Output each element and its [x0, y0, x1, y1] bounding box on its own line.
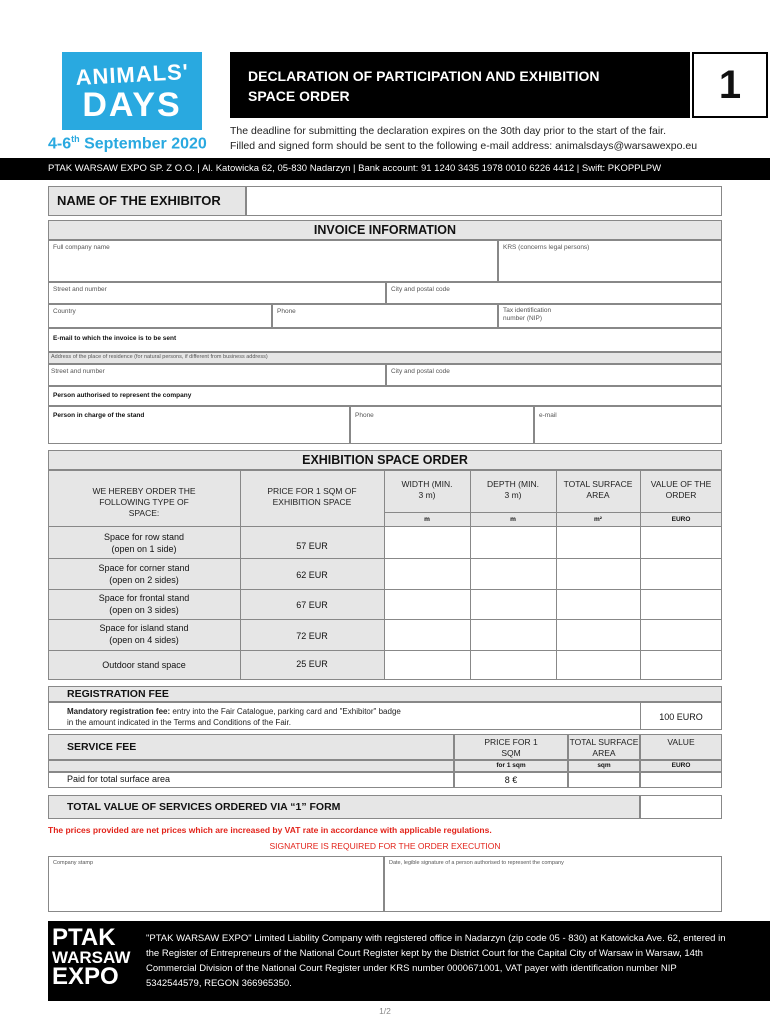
ptak-warsaw-expo-logo — [52, 924, 132, 990]
full-company-name-field[interactable] — [48, 240, 498, 282]
row-label-line1: Space for row stand — [103, 532, 185, 542]
registration-amount: 100 EURO — [640, 702, 722, 730]
service-row-label: Paid for total surface area — [67, 774, 171, 784]
footer-legal-text: "PTAK WARSAW EXPO" Limited Liability Company with registered office in Nadarzyn (zip code 05 - 830) at Katowicka Ave. 62, entered in the Register of Entrepreneurs of the National Court Register kept by the District Court for the Capital City of Warsaw in Warsaw, 14th Commercial Division of the National Court Register under KRS number 0000671001, VAT payer with identification number NIP 5342544579, REGON 366965350. — [146, 933, 726, 989]
company-info-bar: PTAK WARSAW EXPO SP. Z O.O. | Al. Katowicka 62, 05-830 Nadarzyn | Bank account: 91 1240 3435 1978 0010 6226 4412 | Swift: PKOPPLPW — [0, 158, 770, 180]
city2-label: City and postal code — [391, 368, 450, 375]
deadline-note — [230, 124, 760, 154]
corner-stand-price: 62 EUR — [296, 570, 328, 580]
form-number: 1 — [692, 52, 768, 118]
service-heading: SERVICE FEE — [48, 734, 454, 760]
grid-line — [470, 470, 471, 680]
company-stamp-field[interactable] — [48, 856, 384, 912]
grid-line — [556, 470, 557, 680]
registration-text-2: in the amount indicated in the Terms and Conditions of the Fair. — [67, 718, 291, 727]
service-unit-total-label: sqm — [597, 762, 611, 769]
grid-line — [640, 470, 641, 680]
grid-line — [48, 619, 722, 620]
exhibitor-name-field[interactable] — [246, 186, 722, 216]
street-field[interactable] — [48, 282, 386, 304]
frontal-stand-label — [48, 592, 240, 616]
phone2-label: Phone — [355, 412, 374, 419]
title-line-1: DECLARATION OF PARTICIPATION AND EXHIBITION — [248, 68, 600, 84]
col-total-area: TOTAL SURFACE AREA — [563, 479, 633, 500]
registration-bold: Mandatory registration fee: — [67, 707, 171, 716]
exhibition-heading: EXHIBITION SPACE ORDER — [48, 450, 722, 470]
country-field[interactable] — [48, 304, 272, 328]
email-field[interactable] — [534, 406, 722, 444]
logo-warsaw: WARSAW — [52, 948, 131, 967]
service-col-price-label: PRICE FOR 1 SQM — [484, 737, 538, 758]
tax-id-field[interactable] — [498, 304, 722, 328]
service-spacer — [48, 760, 454, 772]
grid-line — [48, 526, 722, 527]
krs-label: KRS (concerns legal persons) — [503, 244, 590, 251]
logo-expo: EXPO — [52, 963, 119, 990]
grid-line — [48, 589, 722, 590]
invoice-email-field[interactable] — [48, 328, 722, 352]
signature-field[interactable] — [384, 856, 722, 912]
outdoor-stand-label: Outdoor stand space — [102, 660, 186, 670]
unit-depth: m — [510, 516, 516, 523]
invoice-heading: INVOICE INFORMATION — [48, 220, 722, 240]
service-unit-price-label: for 1 sqm — [496, 762, 526, 769]
email-label: e-mail — [539, 412, 557, 419]
address-note — [48, 352, 722, 364]
phone-field[interactable] — [272, 304, 498, 328]
col-width: WIDTH (MIN. 3 m) — [401, 479, 453, 500]
person-authorised-field[interactable] — [48, 386, 722, 406]
island-stand-price: 72 EUR — [296, 631, 328, 641]
animals-days-logo — [62, 52, 202, 130]
service-col-total-label: TOTAL SURFACE AREA — [569, 737, 639, 758]
phone-label: Phone — [277, 308, 296, 315]
logo-ptak: PTAK — [52, 924, 116, 951]
footer — [48, 921, 770, 1001]
service-total-area-field[interactable] — [568, 772, 640, 788]
total-label: TOTAL VALUE OF SERVICES ORDERED VIA “1” FORM — [48, 795, 640, 819]
outdoor-stand-price: 25 EUR — [296, 659, 328, 669]
person-authorised-label: Person authorised to represent the company — [53, 392, 192, 399]
service-value-field[interactable] — [640, 772, 722, 788]
company-stamp-label: Company stamp — [53, 860, 94, 866]
service-price-value: 8 € — [454, 772, 568, 788]
row-label-line2: (open on 4 sides) — [109, 635, 179, 645]
street2-field[interactable] — [48, 364, 386, 386]
row-label-line1: Space for island stand — [99, 623, 189, 633]
street-label: Street and number — [53, 286, 107, 293]
phone2-field[interactable] — [350, 406, 534, 444]
tax-id-label — [503, 307, 551, 323]
registration-heading: REGISTRATION FEE — [48, 686, 722, 702]
event-days: 4-6 — [48, 135, 72, 153]
page-number: 1/2 — [379, 1006, 391, 1016]
service-unit-value — [640, 760, 722, 772]
registration-description — [48, 702, 640, 730]
city2-field[interactable] — [386, 364, 722, 386]
krs-field[interactable] — [498, 240, 722, 282]
row-label-line2: (open on 2 sides) — [109, 575, 179, 585]
col-order-value: VALUE OF THE ORDER — [650, 479, 712, 500]
service-row-label-cell — [48, 772, 454, 788]
total-value-field[interactable] — [640, 795, 722, 819]
person-in-charge-field[interactable] — [48, 406, 350, 444]
grid-line — [384, 512, 722, 513]
unit-total-area: m² — [594, 516, 602, 523]
frontal-stand-price: 67 EUR — [296, 600, 328, 610]
city-field[interactable] — [386, 282, 722, 304]
form-title — [230, 52, 690, 118]
deadline-line-2: Filled and signed form should be sent to the following e-mail address: animalsdays@warsawexpo.eu — [230, 140, 698, 152]
tax-id-label-1: Tax identification — [503, 307, 552, 314]
row-label-line2: (open on 3 sides) — [109, 605, 179, 615]
person-in-charge-label: Person in charge of the stand — [53, 412, 145, 419]
registration-text — [67, 706, 401, 728]
corner-stand-label — [48, 562, 240, 586]
logo-line-2: DAYS — [82, 86, 182, 124]
event-date-suffix: th — [71, 134, 80, 144]
street2-label: Street and number — [51, 368, 105, 375]
grid-line — [384, 470, 385, 680]
service-col-total — [568, 734, 640, 760]
registration-text-1: entry into the Fair Catalogue, parking card and "Exhibitor" badge — [170, 707, 401, 716]
unit-value: EURO — [671, 516, 691, 523]
country-label: Country — [53, 308, 76, 315]
deadline-line-1: The deadline for submitting the declaration expires on the 30th day prior to the start of the fair. — [230, 125, 667, 137]
invoice-email-label: E-mail to which the invoice is to be sent — [53, 335, 177, 342]
grid-line — [48, 650, 722, 651]
row-label-line2: (open on 1 side) — [111, 544, 177, 554]
row-stand-price: 57 EUR — [296, 541, 328, 551]
col-order-type: WE HEREBY ORDER THE FOLLOWING TYPE OF SPACE: — [92, 486, 196, 518]
service-col-value — [640, 734, 722, 760]
service-col-price — [454, 734, 568, 760]
event-date — [48, 134, 218, 153]
title-line-2: SPACE ORDER — [248, 88, 350, 104]
unit-width: m — [424, 516, 430, 523]
service-unit-price — [454, 760, 568, 772]
logo-line-1: ANIMALS' — [74, 59, 190, 90]
tax-id-label-2: number (NIP) — [503, 315, 543, 322]
address-note-text: Address of the place of residence (for natural persons, if different from business address) — [51, 354, 268, 360]
row-label-line1: Space for corner stand — [98, 563, 190, 573]
event-month-year: September 2020 — [79, 135, 207, 153]
island-stand-label — [48, 622, 240, 646]
service-unit-value-label: EURO — [671, 762, 691, 769]
city-label: City and postal code — [391, 286, 450, 293]
full-company-name-label: Full company name — [53, 244, 110, 251]
exhibitor-name-label: NAME OF THE EXHIBITOR — [48, 186, 246, 216]
vat-note: The prices provided are net prices which are increased by VAT rate in accordance with applicable regulations. — [48, 825, 492, 835]
row-stand-label — [48, 531, 240, 555]
service-col-value-label: VALUE — [667, 737, 695, 747]
signature-note: SIGNATURE IS REQUIRED FOR THE ORDER EXECUTION — [269, 841, 501, 851]
col-price-sqm: PRICE FOR 1 SQM OF EXHIBITION SPACE — [267, 486, 357, 507]
col-depth: DEPTH (MIN. 3 m) — [487, 479, 539, 500]
row-label-line1: Space for frontal stand — [98, 593, 190, 603]
service-unit-total — [568, 760, 640, 772]
signature-label: Date, legible signature of a person authorised to represent the company — [389, 860, 564, 866]
grid-line — [48, 558, 722, 559]
